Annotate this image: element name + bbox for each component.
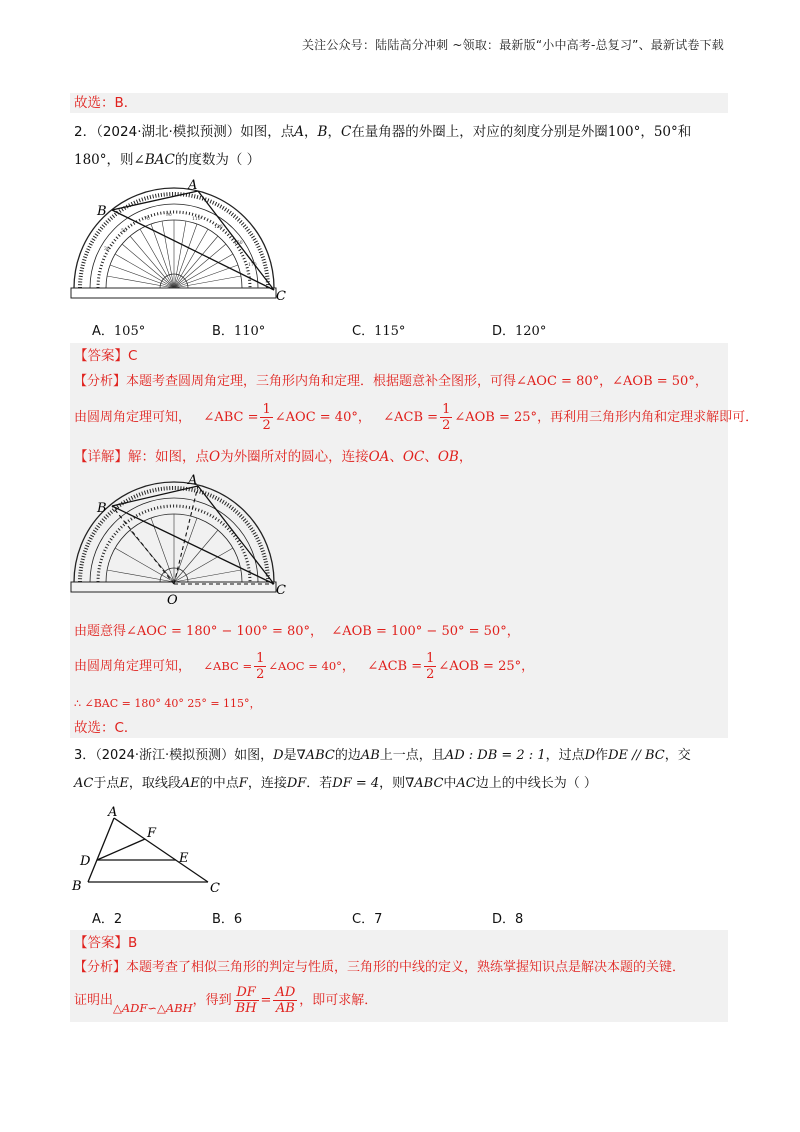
q2-option-d-letter: D． (492, 324, 516, 339)
q2-option-a-value: 105° (113, 324, 146, 339)
q2-value-50: 50° (653, 124, 678, 140)
q2-detail-text: 解：如图，点 (128, 449, 209, 465)
q2-point-a: A (294, 124, 305, 140)
q3-text-o: 边上的中线长为（ ） (475, 776, 597, 791)
q3-option-b-letter: B． (212, 912, 234, 927)
q3-frac-2 (273, 985, 297, 1016)
q2-dun-2: 、 (424, 449, 438, 465)
q2-step2-num-2: 1 (426, 651, 435, 666)
prev-answer: 故选：B． (74, 95, 138, 111)
q2-option-a-letter: A． (92, 324, 114, 339)
q3-text-i: ，取线段 (128, 776, 181, 791)
q3-option-d[interactable] (492, 908, 523, 927)
q3-option-a-letter: A． (92, 912, 114, 927)
q2-analysis-label: 【分析】 (74, 374, 127, 389)
q2-half-frac-1 (260, 402, 272, 433)
q3-df-eq: DF = 4 (332, 776, 380, 791)
q2-step1-aob: ∠AOB = 100° − 50° = 50° (331, 624, 507, 639)
q2-option-c-value: 115° (374, 324, 406, 339)
q2-analysis-2 (74, 400, 758, 436)
q2-answer-value: C (128, 348, 138, 364)
q2-dun-1: 、 (389, 449, 403, 465)
q3-option-d-letter: D． (492, 912, 516, 927)
q2-half-den-2: 2 (442, 418, 451, 433)
q2-comma-4: ， (458, 449, 473, 465)
q2-comma-8: ， (521, 659, 535, 674)
q3-seg-ac-2: AC (456, 776, 476, 791)
page-header: 关注公众号：陆陆高分冲刺 ~领取：最新版“小中高考-总复习”、最新试卷下载 (301, 38, 724, 52)
q2-step2-acb: ∠ACB = (367, 659, 423, 674)
q2-comma-1: ， (599, 374, 613, 389)
q3-answer (74, 933, 137, 953)
q3-frac1-num: DF (234, 985, 259, 1001)
q3-answer-label: 【答案】 (74, 935, 128, 951)
q3-text-c: 的边 (334, 748, 361, 763)
q2-conclusion: 故选：C． (74, 720, 138, 736)
q3-option-c-value: 7 (374, 912, 383, 927)
q2-answer (74, 346, 137, 366)
q2-half-frac-2 (440, 402, 452, 433)
q3-point-d2: D (584, 748, 596, 763)
q2-option-a[interactable] (92, 320, 145, 339)
q3-text-n: 中 (443, 776, 457, 791)
q2-step2-num-1: 1 (256, 651, 265, 666)
q2-sep2: ， (327, 124, 341, 140)
q3-source: （2024·浙江·模拟预测） (95, 748, 235, 763)
q3-triangle: ∇ABC (296, 748, 335, 763)
q3-option-a[interactable] (92, 908, 122, 927)
q3-text-b: 是 (283, 748, 297, 763)
q2s-fig-label-a: A (188, 473, 198, 488)
svg-text:90: 90 (166, 213, 172, 218)
q3-option-d-value: 8 (515, 912, 524, 927)
q3-answer-value: B (128, 935, 138, 951)
q2-abc-lhs: ∠ABC = (203, 410, 259, 425)
q2-and: 和 (677, 124, 692, 140)
svg-text:170: 170 (248, 263, 257, 268)
q2-step3-text: ∴ ∠BAC = 180° 40° 25° = 115° (74, 697, 250, 710)
q2-theorem-prefix: 由圆周角定理可知， (74, 410, 192, 425)
q2-protractor-figure (66, 178, 296, 308)
q3-frac-1 (234, 985, 259, 1016)
svg-text:110: 110 (192, 217, 201, 222)
q2-analysis-aoc: ∠AOC = 80° (516, 374, 600, 389)
q3-text-a: 如图， (234, 748, 274, 763)
q2-option-b-value: 110° (233, 324, 266, 339)
q3-ratio: AD : DB = 2 : 1 (444, 748, 546, 763)
q2-step-3 (74, 694, 261, 714)
q2-point-c: C (340, 124, 352, 140)
q2-detail-oc: OC (402, 449, 425, 465)
q2s-fig-label-o: O (167, 593, 178, 607)
q3-point-e: E (119, 776, 129, 791)
q2-analysis (74, 372, 708, 392)
q2-step2-den-2: 2 (426, 667, 435, 682)
q2-option-b[interactable] (212, 320, 265, 339)
q2-solution-protractor-figure (66, 472, 296, 607)
q2-answer-label: 【答案】 (74, 348, 128, 364)
q2-detail-ob: OB (437, 449, 459, 465)
q3-frac2-num: AD (275, 985, 296, 1000)
q2-comma-5: ， (310, 624, 324, 639)
q2-fig-label-b: B (97, 204, 107, 219)
q3-seg-ac: AC (74, 776, 94, 791)
q3-number: 3． (74, 748, 96, 763)
q3-option-a-value: 2 (113, 912, 123, 927)
q2-detail-oa: OA (368, 449, 390, 465)
q2-step2-abc: ∠ABC = (203, 659, 253, 673)
q2-comma-7: ， (341, 659, 355, 674)
q2-step2-frac-2 (424, 651, 436, 682)
svg-text:130: 130 (214, 225, 223, 230)
q3-fig-label-d: D (80, 854, 91, 869)
q2-fig-label-c: C (276, 289, 286, 304)
q2-value-180: 180° (74, 152, 107, 168)
q3-parallel: DE // BC (608, 748, 665, 763)
q3-option-b[interactable] (212, 908, 242, 927)
q2-comma-3: ， (357, 410, 371, 425)
q2-line-2 (74, 150, 260, 170)
q2-step1-prefix: 由题意得 (74, 624, 127, 639)
q3-text-f: 作 (595, 748, 609, 763)
q2-aoc-rhs: ∠AOC = 40° (274, 410, 358, 425)
q2-step2-prefix: 由圆周角定理可知， (74, 659, 192, 674)
q2-point-b: B (317, 124, 328, 140)
q2-sep1: ， (304, 124, 318, 140)
q2-option-d-value: 120° (515, 324, 547, 339)
highlight-prev-answer (70, 93, 728, 113)
q3-eq: = (260, 993, 272, 1008)
q2-number: 2． (74, 124, 97, 140)
q2-comma-9: ， (249, 697, 261, 710)
q2-half-num-2: 1 (442, 402, 451, 417)
q3-option-c[interactable] (352, 908, 382, 927)
q2-comma-6: ， (506, 624, 520, 639)
q3-text-l: ．若 (306, 776, 333, 791)
q3-text-k: ，连接 (247, 776, 287, 791)
q3-text-j: 的中点 (199, 776, 239, 791)
svg-text:150: 150 (234, 241, 243, 246)
q2-detail-o: O (209, 449, 221, 465)
q3-fig-label-b: B (72, 879, 82, 894)
q2-text-c: ，则 (106, 152, 134, 168)
svg-text:70: 70 (144, 217, 150, 222)
q3-analysis (74, 958, 685, 978)
q3-fig-label-a: A (108, 805, 118, 820)
q2-text-a: 如图，点 (240, 124, 295, 140)
q3-fig-label-e: E (179, 851, 189, 866)
q2s-fig-label-b: B (97, 501, 107, 516)
q3-analysis-label: 【分析】 (74, 960, 127, 975)
q2-sep3: ， (640, 124, 654, 140)
q2-comma-2: ， (694, 374, 708, 389)
q2-step-2 (74, 648, 534, 685)
q3-seg-ae: AE (180, 776, 200, 791)
q2-detail (74, 447, 472, 467)
q3-triangle-2: ∇ABC (405, 776, 444, 791)
q3-line-2 (74, 774, 597, 794)
q3-text-d: 上一点，且 (379, 748, 445, 763)
q2-step-1 (74, 622, 520, 642)
q2-option-c-letter: C． (352, 324, 375, 339)
q3-line-1 (74, 746, 691, 766)
q3-similar: △ADF∽△ABH (113, 1001, 193, 1015)
q3-text-m: ，则 (379, 776, 406, 791)
q2-source: （2024·湖北·模拟预测） (96, 124, 241, 140)
q3-seg-df: DF (286, 776, 307, 791)
q2-step2-frac-1 (254, 651, 266, 682)
q2-half-den-1: 2 (262, 418, 271, 433)
q3-point-f: F (238, 776, 248, 791)
q2-text-b: 在量角器的外圈上，对应的刻度分别是外圈 (351, 124, 608, 140)
q3-triangle-figure (68, 800, 238, 900)
q2-angle: ∠BAC (133, 152, 175, 168)
q2-step2-aoc: ∠AOC = 40° (268, 659, 342, 673)
q3-end: ，即可求解． (299, 993, 378, 1008)
q2-aob-rhs: ∠AOB = 25° (454, 410, 538, 425)
q3-prove-prefix: 证明出 (74, 993, 114, 1008)
q3-option-c-letter: C． (352, 912, 375, 927)
q3-text-g: ，交 (664, 748, 691, 763)
q2-text-d: 的度数为（ ） (174, 152, 261, 168)
q3-text-e: ，过点 (545, 748, 585, 763)
q3-option-b-value: 6 (233, 912, 243, 927)
q2-step2-aob: ∠AOB = 25° (438, 659, 522, 674)
q2-analysis-aob: ∠AOB = 50° (612, 374, 695, 389)
q2-option-c[interactable] (352, 320, 405, 339)
q2-step1-aoc: ∠AOC = 180° − 100° = 80° (126, 624, 311, 639)
q2-detail-label: 【详解】 (74, 449, 128, 465)
svg-text:50: 50 (121, 229, 127, 234)
q3-seg-ab: AB (360, 748, 380, 763)
q2-line-1 (74, 122, 691, 142)
q3-fig-label-f: F (147, 826, 157, 841)
q3-frac2-den: AB (275, 1001, 295, 1016)
q2-fig-label-a: A (188, 178, 198, 193)
q3-point-d: D (273, 748, 284, 763)
q3-get: ，得到 (192, 993, 232, 1008)
q3-analysis-2 (74, 982, 377, 1019)
q2s-fig-label-c: C (276, 583, 286, 598)
svg-text:30: 30 (104, 247, 110, 252)
q3-analysis-text: 本题考查了相似三角形的判定与性质，三角形的中线的定义，熟练掌握知识点是解决本题的关键． (126, 960, 686, 975)
q2-option-b-letter: B． (212, 324, 234, 339)
q3-text-h: 于点 (93, 776, 120, 791)
q2-value-100: 100° (607, 124, 641, 140)
q2-half-num-1: 1 (262, 402, 271, 417)
q2-step2-den-1: 2 (256, 667, 265, 682)
q2-analysis-text: 本题考查圆周角定理，三角形内角和定理．根据题意补全图形，可得 (126, 374, 517, 389)
q3-frac1-den: BH (235, 1001, 257, 1016)
q2-option-d[interactable] (492, 320, 546, 339)
q2-detail-text2: 为外圈所对的圆心，连接 (220, 449, 369, 465)
q3-fig-label-c: C (210, 881, 220, 896)
q2-acb-lhs: ∠ACB = (383, 410, 439, 425)
q2-analysis-end: ，再利用三角形内角和定理求解即可． (537, 410, 759, 425)
